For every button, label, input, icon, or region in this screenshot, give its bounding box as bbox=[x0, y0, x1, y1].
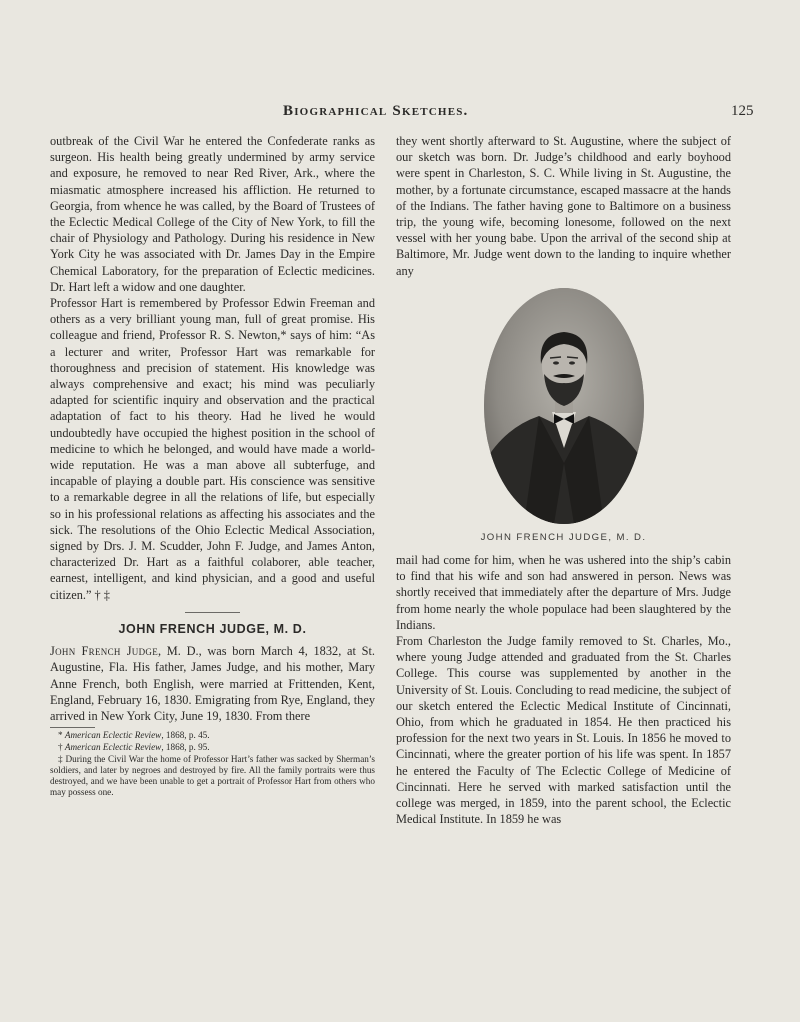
footnote-1: * American Eclectic Review, 1868, p. 45. bbox=[58, 730, 210, 741]
page-number: 125 bbox=[731, 103, 754, 119]
judge-paragraph-3: mail had come for him, when he was ushered into the ship’s cabin to find that his wife and son had answered in person. News was shortly received that immediately after the departure of Mrs. Judge from home nearly the whole populace had been slaughtered by the Indians. bbox=[396, 553, 731, 632]
footnote-2: † American Eclectic Review, 1868, p. 95. bbox=[58, 742, 210, 753]
footnote-separator bbox=[50, 727, 95, 728]
judge-paragraph-2: they went shortly afterward to St. Augustine, where the subject of our sketch was born. Dr. Judge’s childhood and early boyhood were spent in Charleston, S. C. While living in St. Augustine, the mother, by a fortunate circumstance, escaped massacre at the hands of the Indians. The father having gone to Baltimore on a business trip, the young wife, becoming lonesome, followed on the next vessel with her young babe. Upon the arrival of the second ship at Baltimore, Mr. Judge went down to the landing to inquire whether any bbox=[396, 134, 731, 278]
subject-name: John French Judge bbox=[50, 644, 158, 659]
hart-paragraph-2: Professor Hart is remembered by Professor Edwin Freeman and others as a very brilliant young man, full of great promise. His colleague and friend, Professor R. S. Newton,* says of him: “As a lecturer and writer, Professor Hart was remarkable for thoroughness and precision of statement. His knowledge was always comprehensive and exact; his mind was peculiarly adapted for scientific inquiry and observation and the practical adaptation of fact to his theory. Had he lived he would undoubtedly have occupied the highest position in the school of medicine to which he belonged, and would have made a world-wide reputation. He was a man above all subterfuge, and incapable of playing a double part. His conscience was sensitive to a remarkable degree in all the relations of life, but especially so in his professional relations as affecting his associates and the sick. The resolutions of the Ohio Eclectic Medical Association, signed by Drs. J. M. Scudder, John F. Judge, and James Anton, characterized Dr. Hart as a faithful colaborer, able teacher, earnest, intelligent, and kind physician, and a good and useful citizen.” † ‡ bbox=[50, 296, 375, 602]
portrait-figure bbox=[484, 288, 644, 524]
footnote-3: ‡ During the Civil War the home of Professor Hart’s father was sacked by Sherman’s soldiers, and later by negroes and destroyed by fire. All the family portraits were thus destroyed, and we have been unable to get a portrait of Professor Hart from others who may possess one. bbox=[50, 754, 376, 798]
footnote-2-source: American Eclectic Review bbox=[64, 742, 162, 753]
portrait-photo bbox=[484, 288, 644, 524]
hart-paragraph-1: outbreak of the Civil War he entered the Confederate ranks as surgeon. His health being greatly undermined by army service and exposure, he removed to near Red River, Ark., where the miasmatic atmosphere increased his affliction. He returned to Georgia, from whence he was called, by the Board of Trustees of the Eclectic Medical College of the City of New York, to fill the chair of Physiology and Pathology. During his residence in New York City he was associated with Dr. James Day in the Empire Chemical Laboratory, for the preparation of Eclectic medicines. Dr. Hart left a widow and one daughter. bbox=[50, 134, 375, 294]
running-title: Biographical Sketches. bbox=[283, 103, 469, 119]
left-column bbox=[50, 133, 375, 799]
right-column bbox=[396, 133, 731, 827]
judge-paragraph-4: From Charleston the Judge family removed to St. Charles, Mo., where young Judge attended and graduated from the St. Charles College. This course was supplemented by another in the University of St. Louis. Concluding to read medicine, the subject of our sketch entered the Eclectic Medical Institute of Cincinnati, Ohio, from which he graduated in 1854. He then practiced his profession for the next two years in St. Louis. In 1856 he moved to Cincinnati, where the greater portion of his life was spent. In 1857 he entered the Faculty of The Eclectic College of Medicine of Cincinnati. Here he served with marked satisfaction until the college was merged, in 1859, into the parent school, the Eclectic Medical Institute. In 1859 he was bbox=[396, 634, 731, 827]
footnotes bbox=[50, 730, 375, 798]
running-head bbox=[0, 103, 800, 123]
footnote-1-source: American Eclectic Review bbox=[64, 730, 162, 741]
judge-paragraph-1 bbox=[50, 643, 375, 724]
section-heading: JOHN FRENCH JUDGE, M. D. bbox=[118, 621, 307, 636]
section-separator bbox=[185, 612, 240, 613]
portrait-illustration bbox=[484, 288, 644, 524]
judge-paragraph-1-text: , M. D., was born March 4, 1832, at St. Augustine, Fla. His father, James Judge, and his mother, Mary Anne French, both English, were married at Frittenden, Kent, England, February 16, 1830. Emigrating from Rye, England, they arrived in New York City, June 19, 1830. From there bbox=[50, 644, 375, 723]
portrait-caption: JOHN FRENCH JUDGE, M. D. bbox=[480, 531, 647, 543]
